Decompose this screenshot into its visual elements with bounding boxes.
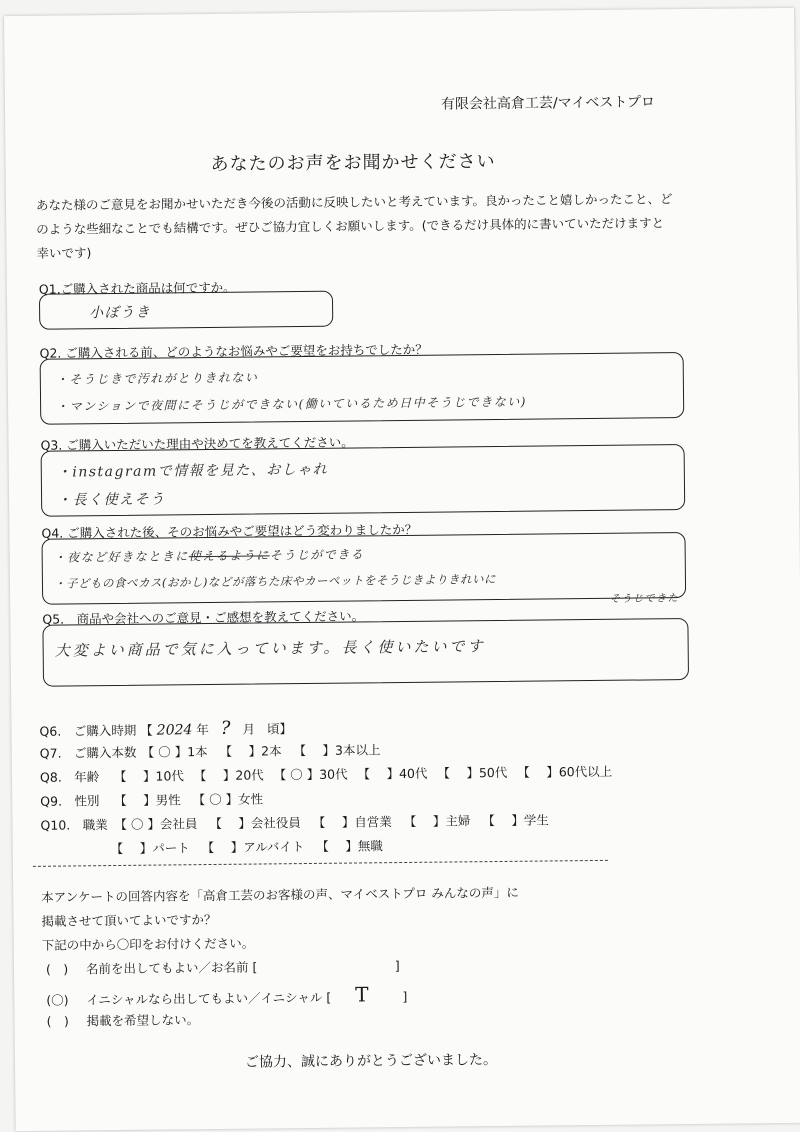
intro-text: あなた様のご意見をお聞かせいただき今後の活動に反映したいと考えています。良かったこと嬉しかったこと、どのような些細なことでも結構です。ぜひご協力宜しくお願いします。(できるだけ具体的に書いていただけますと幸いです): [35, 191, 673, 261]
q1-answer: 小ぼうき: [89, 304, 152, 322]
consent-option-2-mark: (〇): [46, 992, 69, 1008]
q4-label: Q4. ご購入された後、そのお悩みやご要望はどう変わりましたか？: [41, 521, 418, 541]
q8-option-4: 【 】40代: [357, 765, 428, 782]
q4-answer-1-struck: 使えるように: [188, 548, 270, 564]
q10-option-1: 【 〇 】会社員: [114, 816, 198, 833]
q10-option-3: 【 】自営業: [312, 814, 392, 830]
survey-sheet: [4, 8, 800, 1131]
q2-answer-2: ・マンションで夜間にそうじができない(働いているため日中そうじできない): [56, 394, 527, 414]
q4-answer-2-note: そうじできた: [610, 593, 680, 605]
q7-option-1: 【 〇 】1本: [141, 744, 208, 760]
consent-option-3: [46, 1010, 199, 1030]
q6-label: Q6. ご購入時期: [39, 722, 137, 739]
q10-option-8: 【 】無職: [316, 838, 383, 854]
q6-year: 2024: [156, 722, 193, 739]
q6-open: 【: [140, 722, 153, 738]
q6-row: [39, 717, 292, 741]
q9-option-2: 【 〇 】女性: [192, 791, 264, 808]
q10-option-5: 【 】学生: [482, 812, 549, 829]
consent-option-1: [46, 956, 400, 978]
q5-answer: 大変よい商品で気に入っています。長く使いたいです: [54, 637, 486, 660]
q8-option-6: 【 】60代以上: [517, 763, 613, 780]
q10-label: Q10. 職業: [40, 817, 108, 833]
consent-line-3: 下記の中から〇印をお付けください。: [41, 935, 255, 953]
q9-label: Q9. 性別: [40, 793, 100, 809]
q8-option-1: 【 】10代: [113, 768, 184, 785]
q8-label: Q8. 年齢: [39, 769, 100, 785]
q7-option-2: 【 】2本: [219, 743, 282, 759]
q10-row-1: [40, 810, 548, 833]
q6-year-unit: 年: [196, 722, 209, 738]
consent-option-1-mark: ( ): [45, 961, 69, 977]
q6-month-unit: 月: [242, 721, 256, 737]
consent-initial-value: T: [354, 982, 369, 1007]
consent-option-2-text: イニシャルなら出してもよい／イニシャル [: [86, 989, 332, 1008]
consent-line-2: 掲載させて頂いてよいですか？: [41, 911, 217, 929]
q4-answer-1-after: そうじができる: [269, 547, 365, 563]
q7-label: Q7. ご購入本数: [39, 744, 137, 761]
q3-answer-2: ・長く使えそう: [57, 491, 166, 509]
consent-line-1: 本アンケートの回答内容を「高倉工芸のお客様の声、マイベストプロ みんなの声」に: [41, 884, 519, 905]
q10-option-7: 【 】アルバイト: [201, 839, 305, 856]
q3-label: Q3. ご購入いただいた理由や決めてを教えてください。: [40, 434, 354, 453]
q4-answer-1: [54, 545, 365, 565]
q10-row-2: [111, 836, 383, 857]
q8-row: [40, 762, 612, 786]
q6-close: 頃】: [266, 721, 293, 737]
q1-answer-box: [39, 291, 333, 330]
q8-option-5: 【 】50代: [437, 764, 508, 781]
q8-option-2: 【 】20代: [193, 767, 264, 784]
q2-label: Q2. ご購入される前、どのようなお悩みやご要望をお持ちでしたか？: [39, 341, 428, 361]
q3-answer-1: ・instagramで情報を見た、おしゃれ: [56, 461, 329, 481]
q4-answer-box: [41, 532, 686, 605]
q2-answer-box: [40, 352, 685, 425]
q4-answer-2: ・子どもの食べカス(おかし)などが落ちた床やカーペットをそうじきよりきれいに: [53, 572, 496, 591]
consent-option-3-mark: ( ): [46, 1013, 69, 1029]
q5-label: Q5. 商品や会社へのご意見・ご感想を教えてください。: [42, 608, 365, 627]
consent-option-2-close: ]: [402, 988, 408, 1005]
q8-option-3: 【 〇 】30代: [273, 766, 348, 783]
q2-answer-1: ・そうじきで汚れがとりきれない: [55, 370, 259, 387]
q7-row: [40, 740, 381, 762]
q10-option-2: 【 】会社役員: [209, 815, 301, 832]
q10-option-6: 【 】パート: [110, 840, 190, 857]
q7-option-3: 【 】3本以上: [293, 742, 381, 759]
q4-answer-1-before: ・夜など好きなときに: [53, 549, 189, 565]
q6-month: ?: [220, 717, 231, 739]
page-title: あなたのお声をお聞かせください: [210, 150, 496, 175]
q10-option-4: 【 】主婦: [403, 813, 471, 829]
consent-option-2: [46, 982, 407, 1010]
consent-option-3-text: 掲載を希望しない。: [86, 1012, 200, 1029]
q9-option-1: 【 】男性: [114, 792, 181, 809]
q9-row: [40, 789, 263, 809]
company-name: 有限会社高倉工芸/マイベストプロ: [440, 94, 656, 113]
q1-label: Q1.ご購入された商品は何ですか。: [38, 279, 236, 297]
thanks-message: ご協力、誠にありがとうございました。: [244, 1052, 498, 1071]
consent-option-1-text: 名前を出してもよい／お名前 [ ]: [85, 958, 400, 977]
section-divider: [33, 860, 608, 867]
